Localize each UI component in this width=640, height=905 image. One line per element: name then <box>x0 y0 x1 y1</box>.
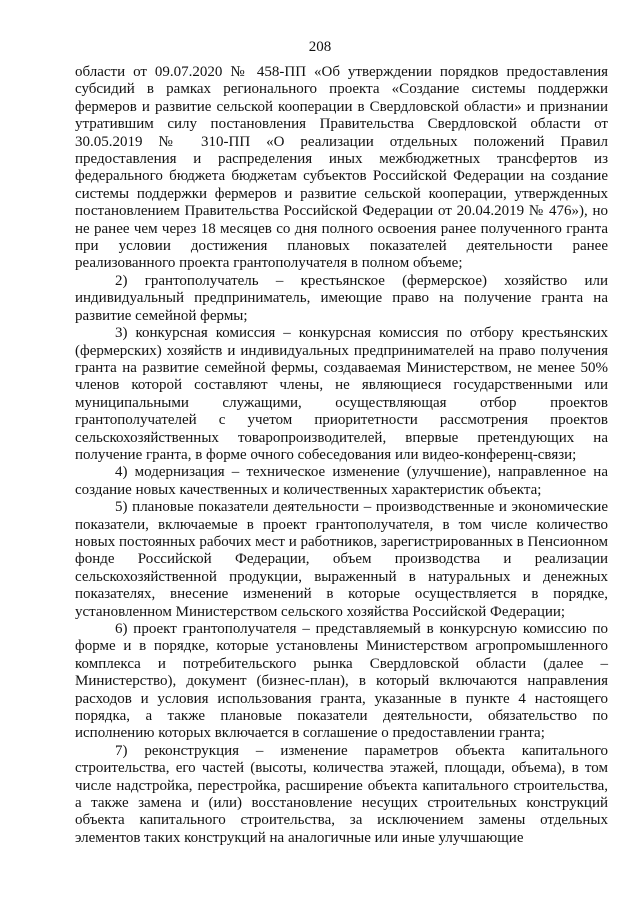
paragraph-item-4: 4) модернизация – техническое изменение (улучшение), направленное на создание новых качественных и количественных характеристик объекта; <box>75 464 608 498</box>
document-body <box>75 64 608 847</box>
paragraph-item-6: 6) проект грантополучателя – представляемый в конкурсную комиссию по форме и в порядке, которые установлены Министерством агропромышленного комплекса и потребительского рынка Свердловской области (далее – Министерство), документ (бизнес-план), в который включаются направления расходов и условия использования гранта, указанные в пункте 4 настоящего порядка, а также плановые показатели деятельности, обязательство по исполнению которых включается в соглашение о предоставлении гранта; <box>75 621 608 742</box>
paragraph-item-5: 5) плановые показатели деятельности – производственные и экономические показатели, включаемые в проект грантополучателя, в том числе количество новых постоянных рабочих мест и работников, зарегистрированных в Пенсионном фонде Российской Федерации, объем производства и реализации сельскохозяйственной продукции, выраженный в натуральных и денежных показателях, внесение изменений в которые осуществляется в порядке, установленном Министерством сельского хозяйства Российской Федерации; <box>75 499 608 620</box>
paragraph-item-7: 7) реконструкция – изменение параметров объекта капитального строительства, его частей (высоты, количества этажей, площади, объема), в том числе надстройка, перестройка, расширение объекта капитального строительства, а также замена и (или) восстановление несущих строительных конструкций объекта капитального строительства, за исключением замены отдельных элементов таких конструкций на аналогичные или иные улучшающие <box>75 742 608 846</box>
paragraph-item-3: 3) конкурсная комиссия – конкурсная комиссия по отбору крестьянских (фермерских) хозяйств и индивидуальных предпринимателей на право получения гранта на развитие семейной фермы, создаваемая Министерством, не менее 50% членов которой составляют члены, не являющиеся государственными или муниципальными служащими, осуществляющая отбор проектов грантополучателей с учетом приоритетности рассмотрения проектов сельскохозяйственных товаропроизводителей, впервые претендующих на получение гранта, в форме очного собеседования или видео-конференц-связи; <box>75 325 608 463</box>
page-number: 208 <box>308 39 332 55</box>
paragraph-continuation: области от 09.07.2020 № 458-ПП «Об утверждении порядков предоставления субсидий в рамках регионального проекта «Создание системы поддержки фермеров и развитие сельской кооперации в Свердловской области» и признании утратившим силу постановления Правительства Свердловской области от 30.05.2019 № 310-ПП «О реализации отдельных положений Правил предоставления и распределения иных межбюджетных трансфертов из федерального бюджета бюджетам субъектов Российской Федерации на создание системы поддержки фермеров и развитие сельской кооперации, утвержденных постановлением Правительства Российской Федерации от 20.04.2019 № 476»), но не ранее чем через 18 месяцев со дня полного освоения ранее полученного гранта при условии достижения плановых показателей деятельности ранее реализованного проекта грантополучателя в полном объеме; <box>75 64 608 272</box>
paragraph-item-2: 2) грантополучатель – крестьянское (фермерское) хозяйство или индивидуальный предприниматель, имеющие право на получение гранта на развитие семейной фермы; <box>75 272 608 324</box>
